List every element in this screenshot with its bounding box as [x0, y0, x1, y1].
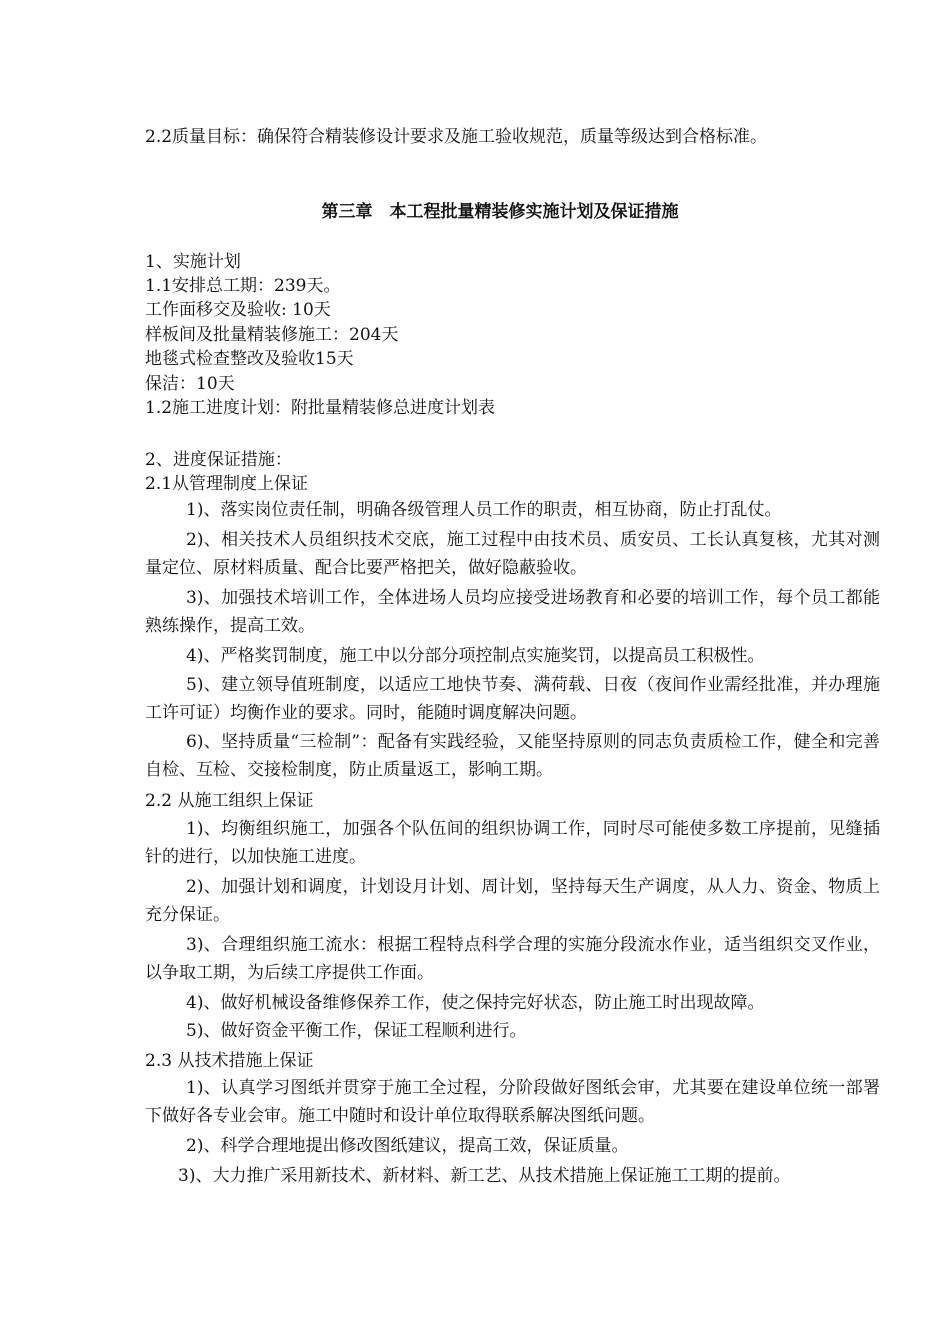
paragraph: 3)、大力推广采用新技术、新材料、新工艺、从技术措施上保证施工工期的提前。: [178, 1166, 791, 1186]
plan-line: 保洁：10天: [145, 374, 235, 394]
paragraph: 4)、严格奖罚制度，施工中以分部分项控制点实施奖罚，以提高员工积极性。: [186, 646, 765, 666]
plan-line: 样板间及批量精装修施工：204天: [145, 325, 399, 345]
paragraph: 2)、科学合理地提出修改图纸建议，提高工效，保证质量。: [186, 1136, 629, 1156]
paragraph: 2)、相关技术人员组织技术交底，施工过程中由技术员、质安员、工长认真复核，尤其对测量定位、原材料质量、配合比要严格把关，做好隐蔽验收。: [145, 530, 880, 578]
quality-goal: 2.2质量目标：确保符合精装修设计要求及施工验收规范，质量等级达到合格标准。: [145, 127, 768, 147]
paragraph: 1)、落实岗位责任制，明确各级管理人员工作的职责，相互协商，防止打乱仗。: [186, 500, 782, 520]
plan-line: 1.2施工进度计划：附批量精装修总进度计划表: [145, 398, 496, 418]
paragraph: 5)、建立领导值班制度，以适应工地快节奏、满荷载、日夜（夜间作业需经批准，并办理施工许可证）均衡作业的要求。同时，能随时调度解决问题。: [145, 675, 880, 723]
section-heading: 2.3 从技术措施上保证: [145, 1051, 314, 1071]
plan-line: 工作面移交及验收: 10天: [145, 300, 331, 320]
paragraph: 6)、坚持质量“三检制”：配备有实践经验，又能坚持原则的同志负责质检工作，健全和完善自检、互检、交接检制度，防止质量返工，影响工期。: [145, 732, 880, 780]
section-heading: 2.1从管理制度上保证: [145, 474, 309, 494]
chapter-title: 第三章 本工程批量精装修实施计划及保证措施: [321, 202, 679, 222]
paragraph: 2)、加强计划和调度，计划设月计划、周计划，坚持每天生产调度，从人力、资金、物质上充分保证。: [145, 877, 880, 925]
paragraph: 1)、认真学习图纸并贯穿于施工全过程，分阶段做好图纸会审，尤其要在建设单位统一部署下做好各专业会审。施工中随时和设计单位取得联系解决图纸问题。: [145, 1078, 880, 1126]
paragraph: 3)、合理组织施工流水：根据工程特点科学合理的实施分段流水作业，适当组织交叉作业，以争取工期，为后续工序提供工作面。: [145, 935, 880, 983]
section-heading: 2.2 从施工组织上保证: [145, 791, 314, 811]
paragraph: 3)、加强技术培训工作，全体进场人员均应接受进场教育和必要的培训工作，每个员工都能熟练操作，提高工效。: [145, 588, 880, 636]
measures-heading: 2、进度保证措施：: [145, 450, 292, 470]
paragraph: 1)、均衡组织施工，加强各个队伍间的组织协调工作，同时尽可能使多数工序提前，见缝插针的进行，以加快施工进度。: [145, 819, 880, 867]
plan-heading: 1、实施计划: [145, 252, 241, 272]
paragraph: 5)、做好资金平衡工作，保证工程顺利进行。: [186, 1021, 527, 1041]
paragraph: 4)、做好机械设备维修保养工作，使之保持完好状态，防止施工时出现故障。: [186, 993, 765, 1013]
plan-line: 地毯式检查整改及验收15天: [145, 349, 354, 369]
plan-line: 1.1安排总工期：239天。: [145, 276, 341, 296]
